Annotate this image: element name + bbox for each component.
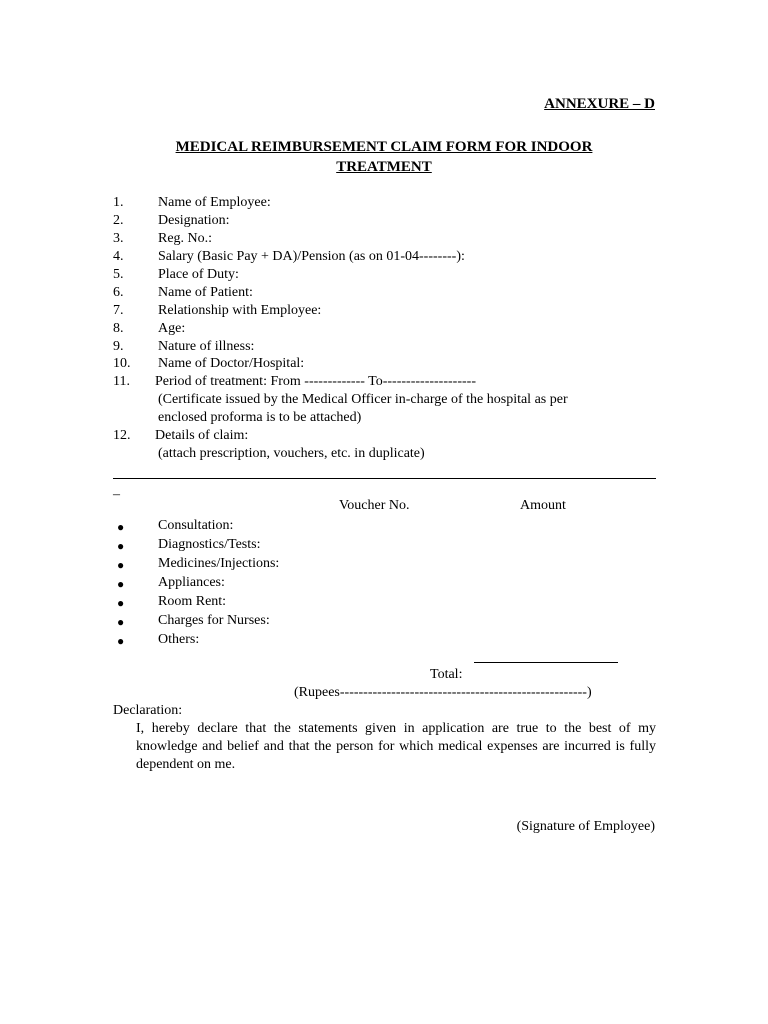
claim-item-medicines: Medicines/Injections: — [158, 556, 280, 571]
item-relationship: Relationship with Employee: — [158, 303, 322, 318]
claim-item-appliances: Appliances: — [158, 575, 225, 590]
claim-item-consultation: Consultation: — [158, 518, 234, 533]
item-number: 3. — [113, 231, 124, 246]
bullet-icon: ● — [117, 634, 125, 648]
item-reg-no: Reg. No.: — [158, 231, 213, 246]
bullet-icon: ● — [117, 539, 125, 553]
bullet-icon: ● — [117, 520, 125, 534]
claim-item-nurses: Charges for Nurses: — [158, 613, 270, 628]
item-number: 8. — [113, 321, 124, 336]
item-doctor-hospital: Name of Doctor/Hospital: — [158, 356, 305, 371]
rupees-line: (Rupees-----------------------------------------------------) — [294, 685, 592, 700]
total-label: Total: — [430, 667, 463, 682]
item-claim-note: (attach prescription, vouchers, etc. in duplicate) — [158, 446, 425, 461]
item-number: 11. — [113, 374, 130, 389]
bullet-icon: ● — [117, 577, 125, 591]
item-name-of-employee: Name of Employee: — [158, 195, 271, 210]
item-number: 12. — [113, 428, 131, 443]
item-certificate-note-line1: (Certificate issued by the Medical Officer in-charge of the hospital as per — [158, 392, 568, 407]
item-number: 9. — [113, 339, 124, 354]
form-title-line2: TREATMENT — [336, 159, 432, 175]
signature-label: (Signature of Employee) — [516, 819, 655, 834]
item-designation: Designation: — [158, 213, 230, 228]
item-number: 1. — [113, 195, 124, 210]
divider-dash: – — [113, 487, 120, 502]
item-number: 2. — [113, 213, 124, 228]
claim-item-room-rent: Room Rent: — [158, 594, 227, 609]
total-underline — [474, 662, 618, 663]
declaration-label: Declaration: — [113, 703, 183, 718]
item-number: 5. — [113, 267, 124, 282]
form-title-line1: MEDICAL REIMBURSEMENT CLAIM FORM FOR INDOOR — [175, 139, 593, 155]
bullet-icon: ● — [117, 558, 125, 572]
column-voucher-no: Voucher No. — [339, 498, 410, 513]
item-nature-of-illness: Nature of illness: — [158, 339, 255, 354]
item-number: 4. — [113, 249, 124, 264]
item-number: 10. — [113, 356, 131, 371]
item-details-of-claim: Details of claim: — [155, 428, 249, 443]
annexure-heading: ANNEXURE – D — [544, 96, 655, 112]
item-certificate-note-line2: enclosed proforma is to be attached) — [158, 410, 362, 425]
item-salary: Salary (Basic Pay + DA)/Pension (as on 01-04--------): — [158, 249, 465, 264]
form-title — [100, 137, 668, 177]
item-number: 7. — [113, 303, 124, 318]
column-amount: Amount — [520, 498, 566, 513]
item-age: Age: — [158, 321, 186, 336]
bullet-icon: ● — [117, 615, 125, 629]
claim-item-others: Others: — [158, 632, 200, 647]
item-name-of-patient: Name of Patient: — [158, 285, 253, 300]
item-place-of-duty: Place of Duty: — [158, 267, 239, 282]
section-divider — [113, 478, 656, 479]
item-period-of-treatment: Period of treatment: From ------------- To-------------------- — [155, 374, 476, 389]
claim-item-diagnostics: Diagnostics/Tests: — [158, 537, 261, 552]
item-number: 6. — [113, 285, 124, 300]
declaration-text: I, hereby declare that the statements given in application are true to the best of my knowledge and belief and that the person for which medical expenses are incurred is fully dependent on me. — [136, 721, 656, 772]
bullet-icon: ● — [117, 596, 125, 610]
